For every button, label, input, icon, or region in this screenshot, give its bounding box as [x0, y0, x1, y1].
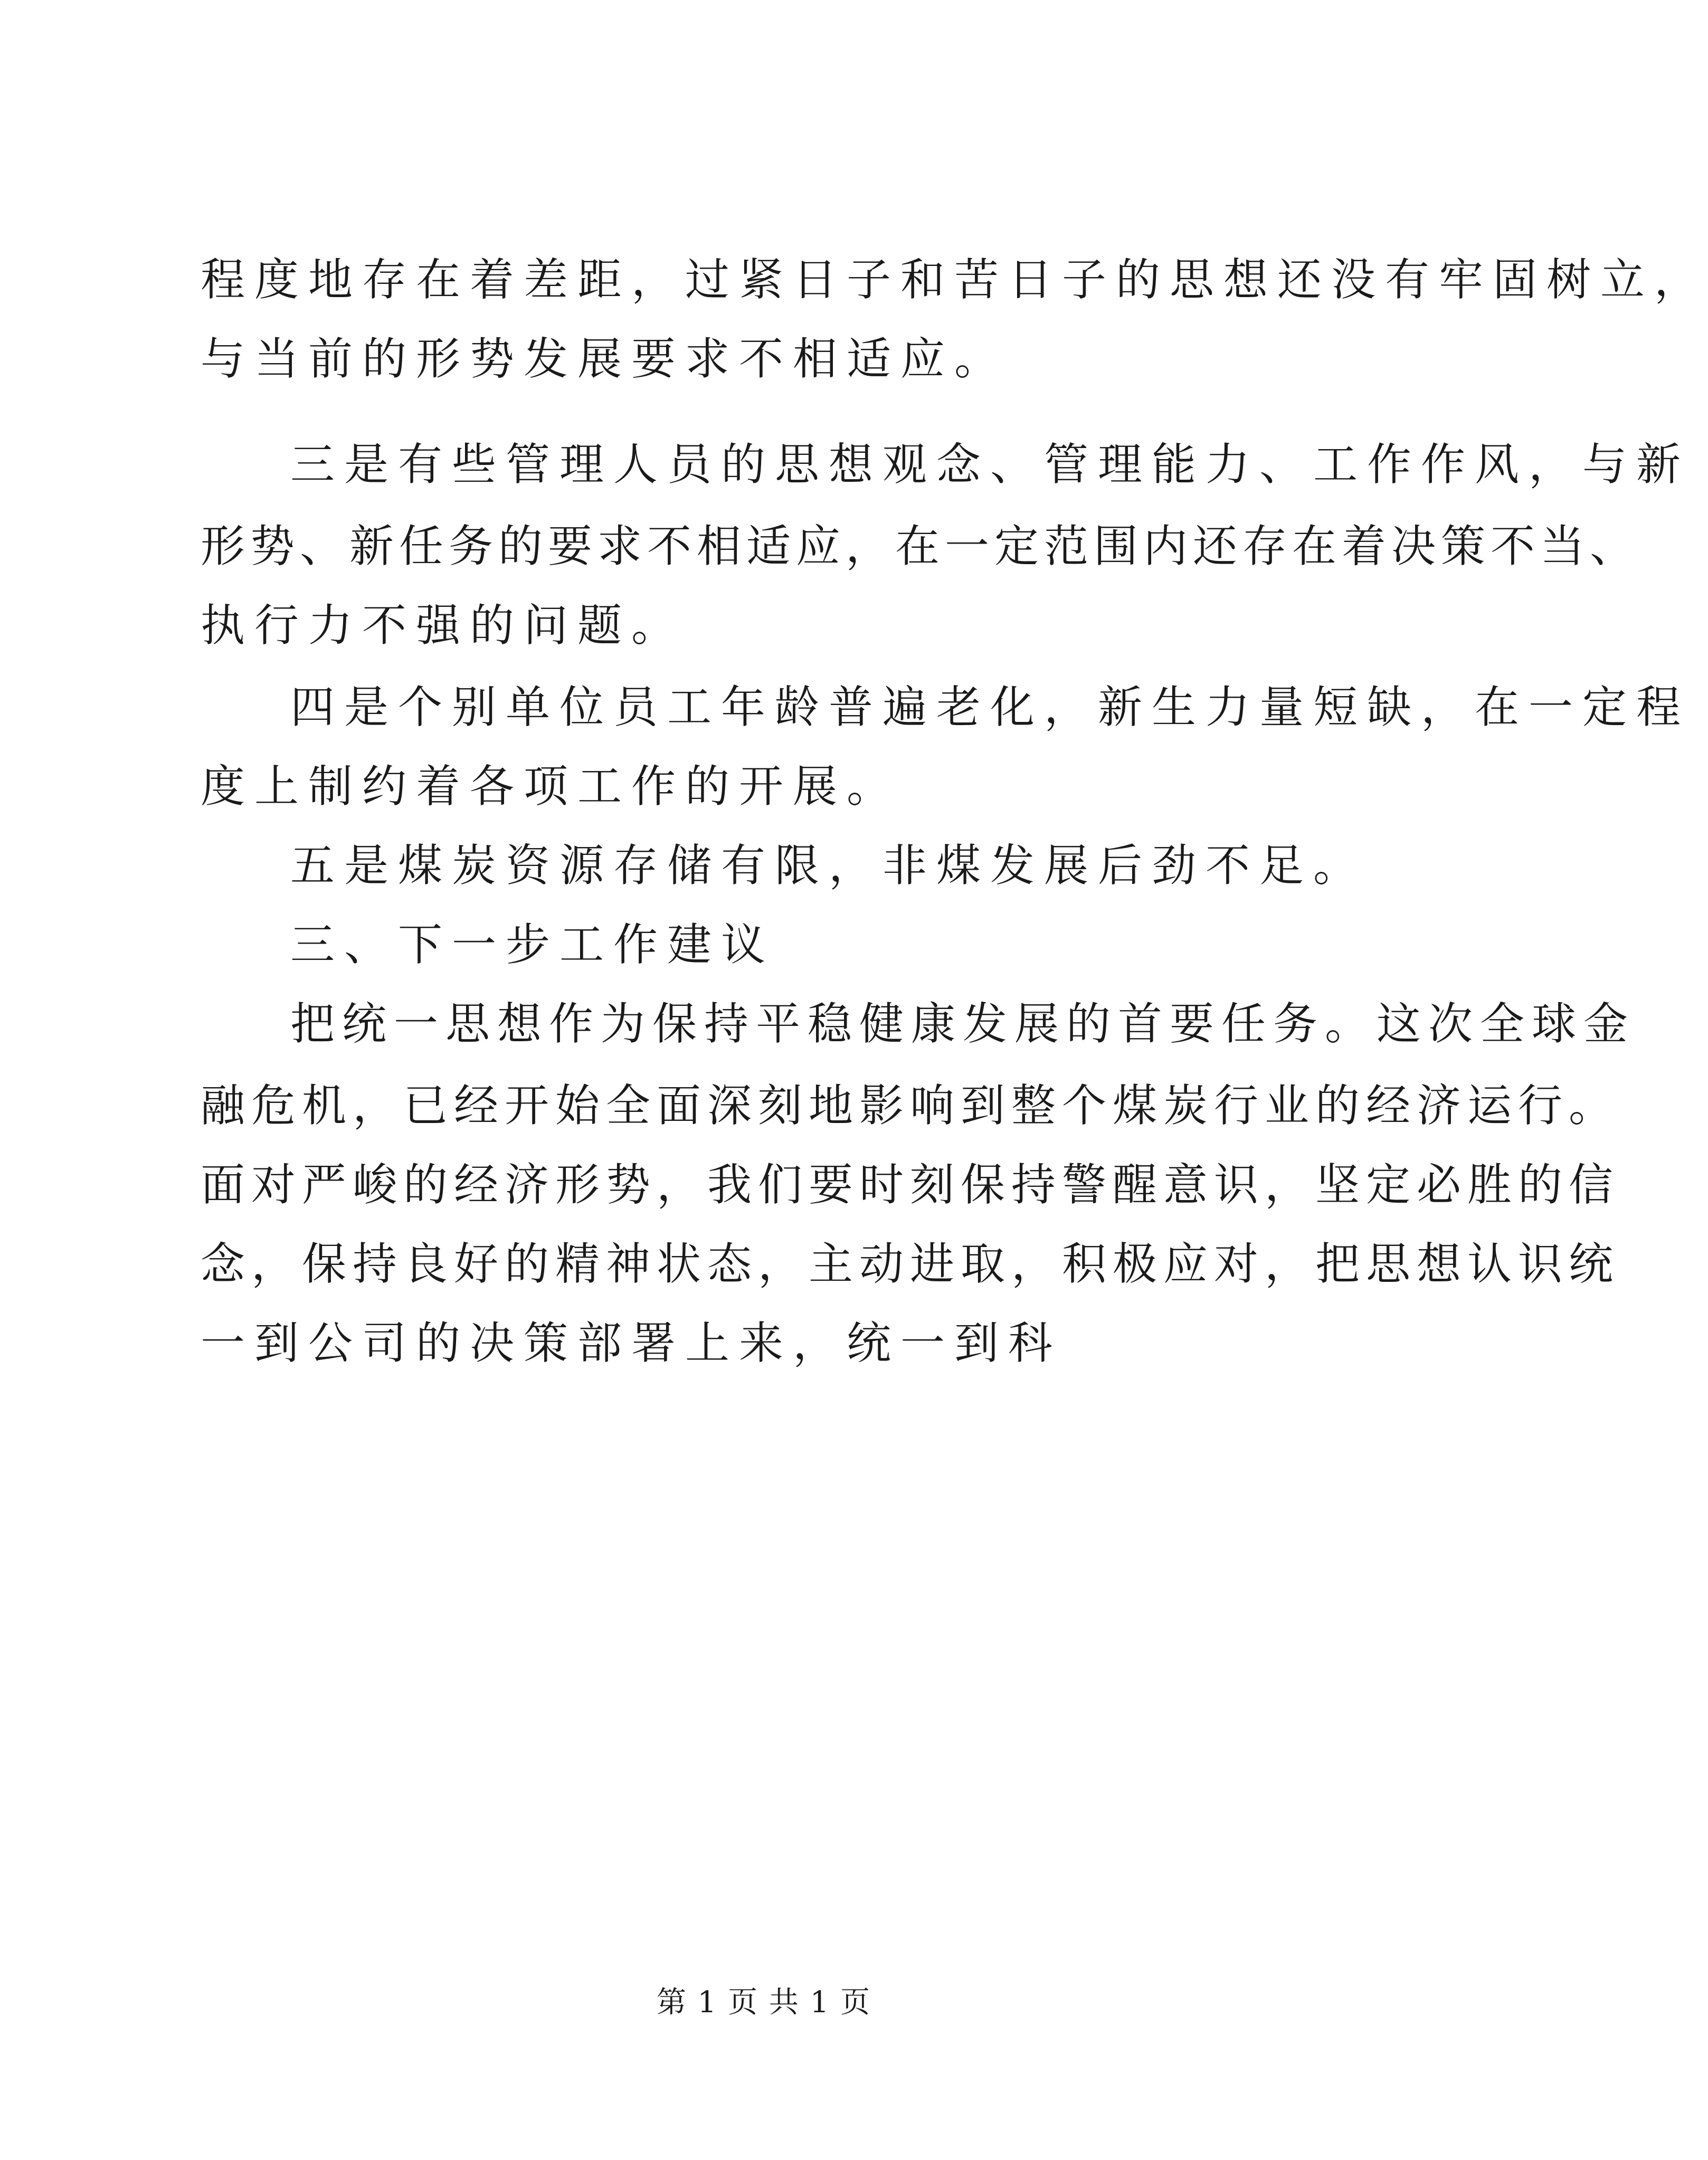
- body-text-line: 度上制约着各项工作的开展。: [201, 760, 901, 812]
- body-text-line: 把统一思想作为保持平稳健康发展的首要任务。这次全球金: [290, 998, 1636, 1050]
- section-heading: 三、下一步工作建议: [290, 919, 775, 970]
- page-footer: 第 1 页 共 1 页: [656, 1985, 871, 2020]
- body-text-line: 四是个别单位员工年龄普遍老化，新生力量短缺，在一定程: [290, 681, 1691, 733]
- body-text-line: 执行力不强的问题。: [201, 600, 686, 651]
- body-text-line: 五是煤炭资源存储有限，非煤发展后劲不足。: [290, 840, 1368, 891]
- body-text-line: 程度地存在着差距，过紧日子和苦日子的思想还没有牢固树立，: [201, 254, 1708, 306]
- body-text-line: 念，保持良好的精神状态，主动进取，积极应对，把思想认识统: [201, 1238, 1620, 1290]
- body-text-line: 融危机，已经开始全面深刻地影响到整个煤炭行业的经济运行。: [201, 1080, 1620, 1131]
- body-text-line: 面对严峻的经济形势，我们要时刻保持警醒意识，坚定必胜的信: [201, 1159, 1620, 1211]
- body-text-line: 三是有些管理人员的思想观念、管理能力、工作作风，与新: [290, 439, 1691, 490]
- body-text-line: 一到公司的决策部署上来，统一到科: [201, 1317, 1062, 1369]
- body-text-line: 与当前的形势发展要求不相适应。: [201, 333, 1009, 385]
- body-text-line: 形势、新任务的要求不相适应，在一定范围内还存在着决策不当、: [201, 520, 1640, 572]
